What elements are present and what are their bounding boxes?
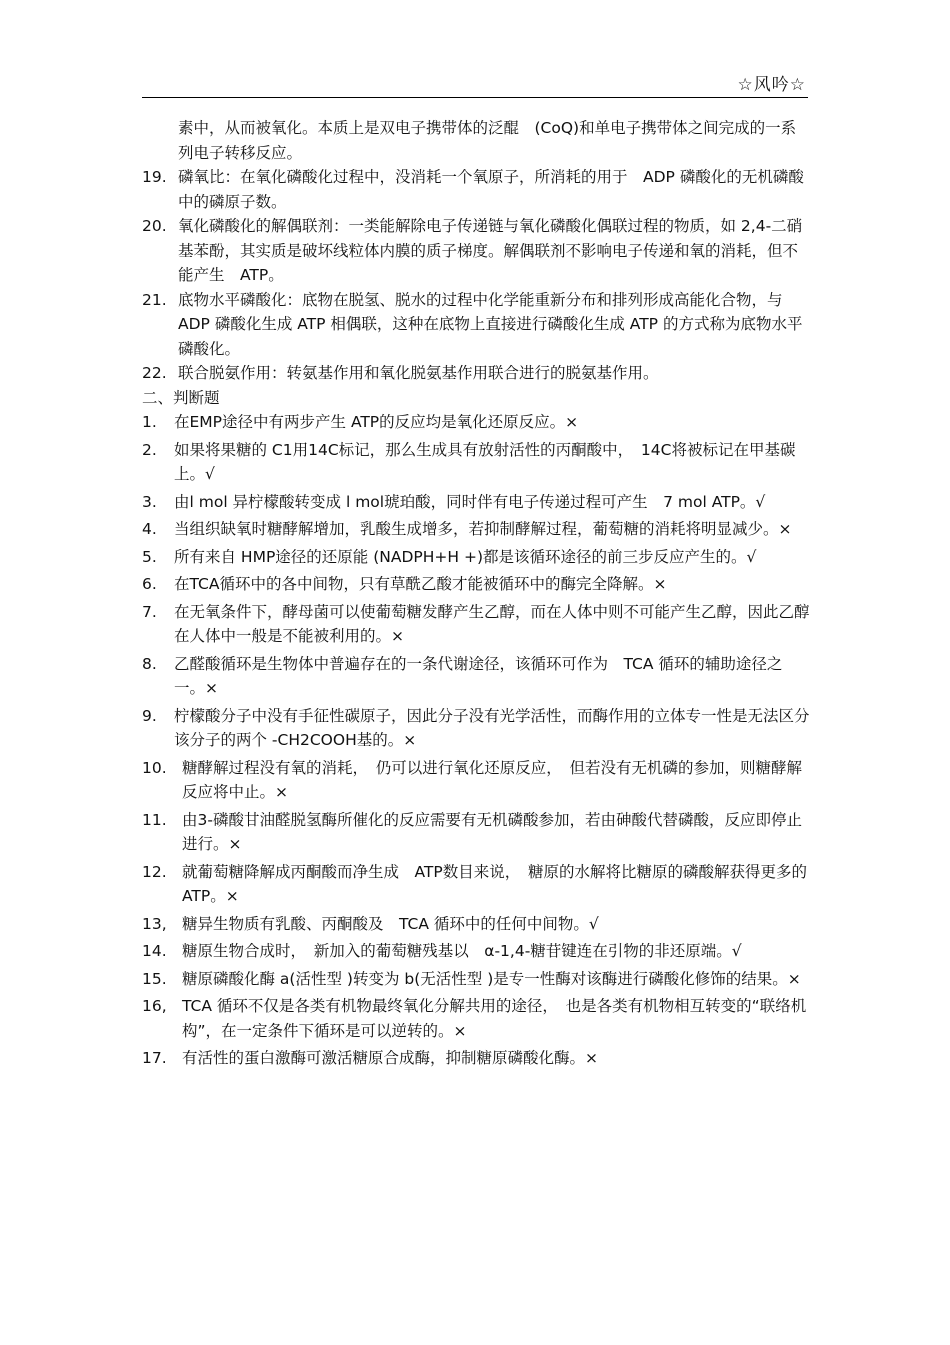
item-text: 氧化磷酸化的解偶联剂：一类能解除电子传递链与氧化磷酸化偶联过程的物质，如 2,4-二硝基苯酚，其实质是破坏线粒体内膜的质子梯度。解偶联剂不影响电子传递和氧的消耗，但不能产生 ATP。 [178, 217, 803, 284]
definition-item [142, 214, 810, 288]
item-number: 6. [142, 575, 157, 593]
item-text: 在TCA循环中的各中间物，只有草酰乙酸才能被循环中的酶完全降解。× [174, 575, 667, 593]
item-text: 糖酵解过程没有氧的消耗， 仍可以进行氧化还原反应， 但若没有无机磷的参加，则糖酵解反应将中止。× [182, 758, 803, 801]
item-text: 如果将果糖的 C1用14C标记，那么生成具有放射活性的丙酮酸中， 14C将被标记在甲基碳上。√ [174, 440, 796, 483]
judgement-item [142, 438, 810, 487]
item-number: 10. [142, 758, 167, 777]
item-text: 在EMP途径中有两步产生 ATP的反应均是氧化还原反应。× [174, 413, 579, 431]
definition-item [142, 165, 810, 214]
judgement-item [142, 410, 810, 435]
item-number: 20. [142, 217, 167, 235]
item-number: 5. [142, 547, 157, 566]
definition-item [142, 288, 810, 362]
judgement-item [142, 704, 810, 753]
header-mark: ☆风吟☆ [737, 75, 806, 95]
judgement-item [142, 517, 810, 542]
item-text: 底物水平磷酸化：底物在脱氢、脱水的过程中化学能重新分布和排列形成高能化合物，与 ADP 磷酸化生成 ATP 相偶联，这种在底物上直接进行磷酸化生成 ATP 的方式称为底物水平磷酸化。 [178, 290, 803, 358]
item-text: 当组织缺氧时糖酵解增加，乳酸生成增多，若抑制酵解过程，葡萄糖的消耗将明显减少。× [174, 520, 792, 538]
item-text: 所有来自 HMP途径的还原能 (NADPH+H +)都是该循环途径的前三步反应产生的。√ [174, 547, 757, 566]
item-number: 9. [142, 706, 157, 725]
judgement-item [142, 756, 810, 805]
item-text: 在无氧条件下，酵母菌可以使葡萄糖发酵产生乙醇，而在人体中则不可能产生乙醇，因此乙醇在人体中一般是不能被利用的。× [174, 602, 810, 645]
item-number: 2. [142, 440, 157, 459]
judgement-item [142, 572, 810, 597]
judgement-item [142, 652, 810, 701]
document-body [142, 116, 810, 1074]
intro-continuation: 素中，从而被氧化。本质上是双电子携带体的泛醌 (CoQ)和单电子携带体之间完成的一系列电子转移反应。 [178, 119, 797, 162]
header-rule [142, 97, 808, 98]
item-text: 联合脱氨作用：转氨基作用和氧化脱氨基作用联合进行的脱氨基作用。 [178, 364, 659, 382]
item-number: 21. [142, 290, 167, 309]
item-number: 15. [142, 969, 167, 988]
judgement-item [142, 994, 810, 1043]
item-number: 22. [142, 364, 167, 382]
item-number: 1. [142, 413, 157, 431]
item-number: 16, [142, 997, 167, 1015]
item-number: 19. [142, 168, 167, 186]
item-number: 12. [142, 862, 167, 881]
judgement-list [142, 410, 810, 1071]
section-title: 二、判断题 [142, 388, 220, 407]
judgement-item [142, 600, 810, 649]
judgement-item [142, 860, 810, 909]
item-text: 糖原生物合成时， 新加入的葡萄糖残基以 α-1,4-糖苷键连在引物的非还原端。√ [182, 942, 742, 960]
item-text: 有活性的蛋白激酶可激活糖原合成酶，抑制糖原磷酸化酶。× [182, 1049, 598, 1067]
judgement-item [142, 545, 810, 570]
definition-item [142, 361, 810, 386]
item-text: 乙醛酸循环是生物体中普遍存在的一条代谢途径，该循环可作为 TCA 循环的辅助途径之一。× [174, 654, 783, 697]
item-number: 3. [142, 492, 157, 511]
item-number: 14. [142, 942, 167, 960]
item-text: 就葡萄糖降解成丙酮酸而净生成 ATP数目来说， 糖原的水解将比糖原的磷酸解获得更多的 ATP。× [182, 862, 807, 905]
item-number: 4. [142, 520, 157, 538]
item-number: 11. [142, 810, 167, 829]
judgement-item [142, 490, 810, 515]
item-text: 磷氧比：在氧化磷酸化过程中，没消耗一个氧原子，所消耗的用于 ADP 磷酸化的无机磷酸中的磷原子数。 [178, 168, 804, 211]
item-text: 由3-磷酸甘油醛脱氢酶所催化的反应需要有无机磷酸参加，若由砷酸代替磷酸，反应即停止进行。× [182, 810, 802, 853]
judgement-item [142, 967, 810, 992]
item-text: 由l mol 异柠檬酸转变成 l mol琥珀酸，同时伴有电子传递过程可产生 7 mol ATP。√ [174, 492, 766, 511]
judgement-item [142, 808, 810, 857]
judgement-item [142, 939, 810, 964]
judgement-item [142, 1046, 810, 1071]
item-text: 糖原磷酸化酶 a(活性型 )转变为 b(无活性型 )是专一性酶对该酶进行磷酸化修饰的结果。× [182, 969, 801, 988]
item-text: TCA 循环不仅是各类有机物最终氧化分解共用的途径， 也是各类有机物相互转变的“联络机构”，在一定条件下循环是可以逆转的。× [182, 997, 807, 1040]
item-number: 17. [142, 1049, 167, 1067]
item-number: 7. [142, 602, 157, 621]
item-number: 8. [142, 654, 157, 673]
item-number: 13, [142, 914, 167, 933]
item-text: 柠檬酸分子中没有手征性碳原子，因此分子没有光学活性，而酶作用的立体专一性是无法区分该分子的两个 -CH2COOH基的。× [174, 706, 810, 749]
item-text: 糖异生物质有乳酸、丙酮酸及 TCA 循环中的任何中间物。√ [182, 914, 599, 933]
judgement-item [142, 912, 810, 937]
definition-list [142, 165, 810, 386]
